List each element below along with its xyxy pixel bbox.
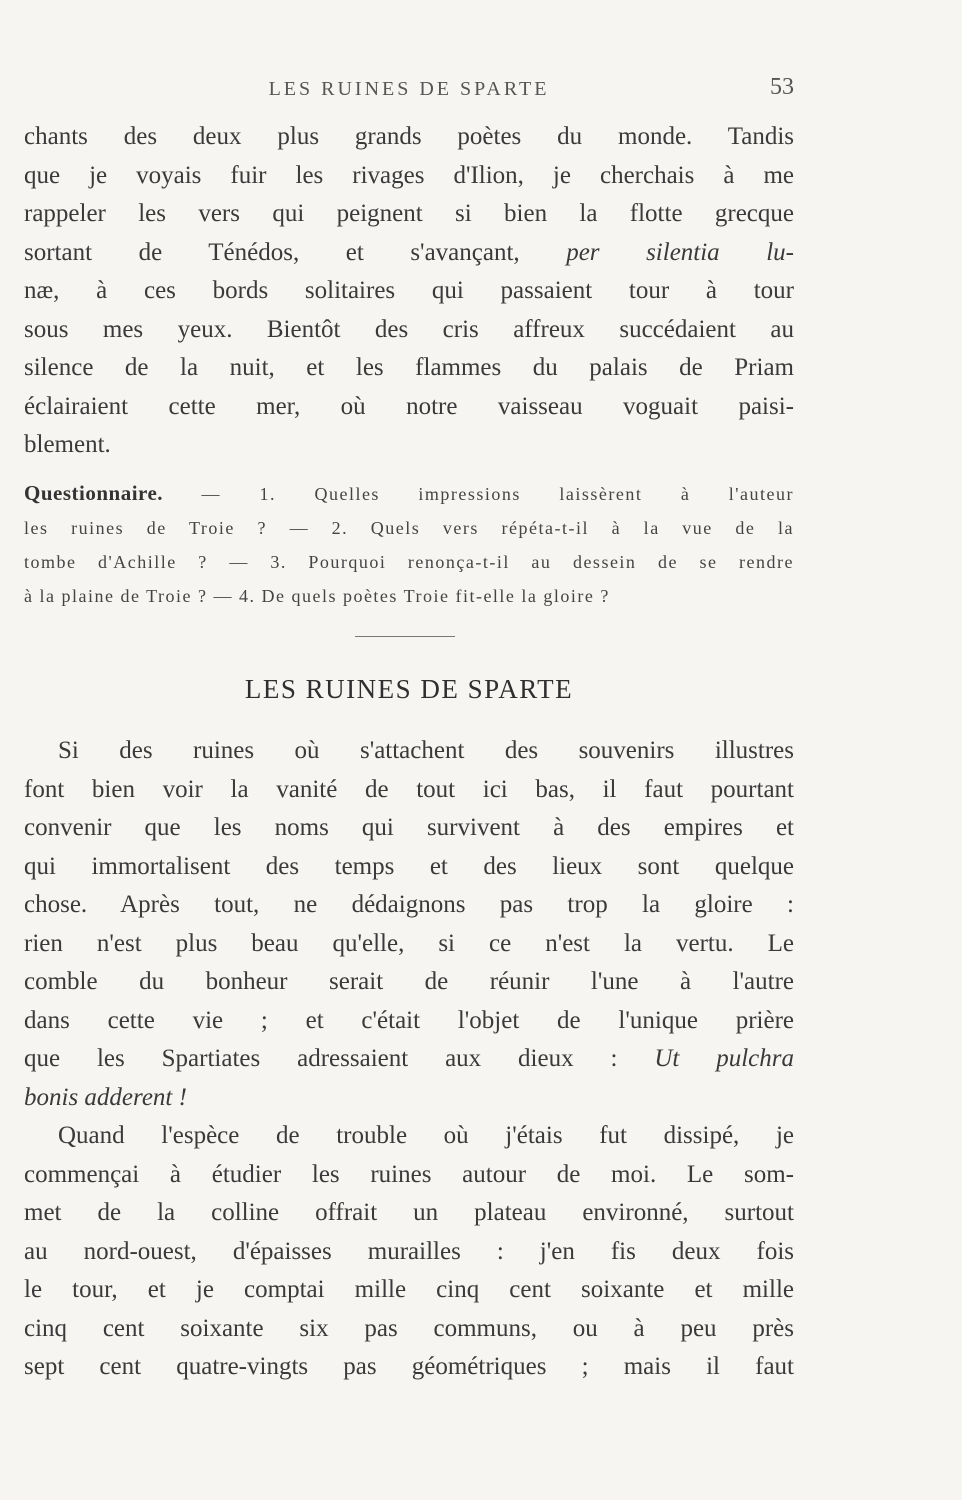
text-line: rien n'est plus beau qu'elle, si ce n'est la vertu. Le: [24, 929, 794, 957]
text-segment: que les Spartiates adressaient aux dieux :: [24, 1045, 618, 1072]
paragraph-troy: [24, 118, 794, 465]
paragraph-ruins: [24, 1117, 794, 1387]
text-line: chants des deux plus grands poètes du monde. Tandis: [24, 123, 794, 150]
page-number: 53: [770, 74, 794, 100]
text-line: Si des ruines où s'attachent des souvenirs illustres: [58, 737, 794, 764]
text-line: blement.: [24, 431, 111, 458]
question-text: — 1. Quelles impressions laissèrent à l'auteur: [163, 484, 794, 504]
text-line: Quand l'espèce de trouble où j'étais fut dissipé, je: [58, 1122, 794, 1149]
text-line: éclairaient cette mer, où notre vaisseau voguait paisi-: [24, 392, 794, 420]
text-line: sous mes yeux. Bientôt des cris affreux succédaient au: [24, 315, 794, 343]
section-title: LES RUINES DE SPARTE: [244, 674, 574, 704]
text-line: dans cette vie ; et c'était l'objet de l'unique prière: [24, 1006, 794, 1034]
text-line-with-latin: [24, 1040, 794, 1079]
running-title: LES RUINES DE SPARTE: [268, 78, 550, 100]
text-line: chose. Après tout, ne dédaignons pas trop la gloire :: [24, 891, 794, 918]
text-line: silence de la nuit, et les flammes du palais de Priam: [24, 354, 794, 381]
text-line: commençai à étudier les ruines autour de moi. Le som-: [24, 1160, 794, 1188]
latin-quote: per silentia lu-: [566, 238, 794, 266]
text-line: rappeler les vers qui peignent si bien la flotte grecque: [24, 200, 794, 227]
questionnaire-label: Questionnaire.: [24, 481, 164, 505]
text-line: cinq cent soixante six pas communs, ou à peu près: [24, 1314, 794, 1342]
text-line-with-latin: [24, 234, 794, 273]
text-segment: sortant de Ténédos, et s'avançant,: [24, 238, 520, 266]
questionnaire-line: [24, 476, 794, 511]
text-line: comble du bonheur serait de réunir l'une à l'autre: [24, 968, 794, 995]
text-line: le tour, et je comptai mille cinq cent soixante et mille: [24, 1276, 794, 1303]
text-line: convenir que les noms qui survivent à des empires et: [24, 814, 794, 841]
text-line: font bien voir la vanité de tout ici bas, il faut pourtant: [24, 775, 794, 803]
text-line: qui immortalisent des temps et des lieux sont quelque: [24, 852, 794, 880]
text-line: au nord-ouest, d'épaisses murailles : j'en fis deux fois: [24, 1237, 794, 1265]
text-line: næ, à ces bords solitaires qui passaient tour à tour: [24, 277, 794, 304]
questionnaire: [24, 476, 794, 613]
latin-quote: Ut pulchra: [654, 1045, 794, 1072]
latin-quote-end: bonis adderent !: [24, 1083, 187, 1111]
page-header: [24, 70, 794, 110]
questionnaire-line: tombe d'Achille ? — 3. Pourquoi renonça-t-il au dessein de se rendre: [24, 552, 794, 572]
questionnaire-line: les ruines de Troie ? — 2. Quels vers répéta-t-il à la vue de la: [24, 518, 794, 538]
paragraph-glory: [24, 732, 794, 1117]
questionnaire-line: à la plaine de Troie ? — 4. De quels poètes Troie fit-elle la gloire ?: [24, 586, 610, 606]
text-line: met de la colline offrait un plateau environné, surtout: [24, 1199, 794, 1226]
section-divider: [355, 636, 455, 637]
text-line: sept cent quatre-vingts pas géométriques ; mais il faut: [24, 1353, 794, 1380]
text-line: que je voyais fuir les rivages d'Ilion, je cherchais à me: [24, 161, 794, 189]
